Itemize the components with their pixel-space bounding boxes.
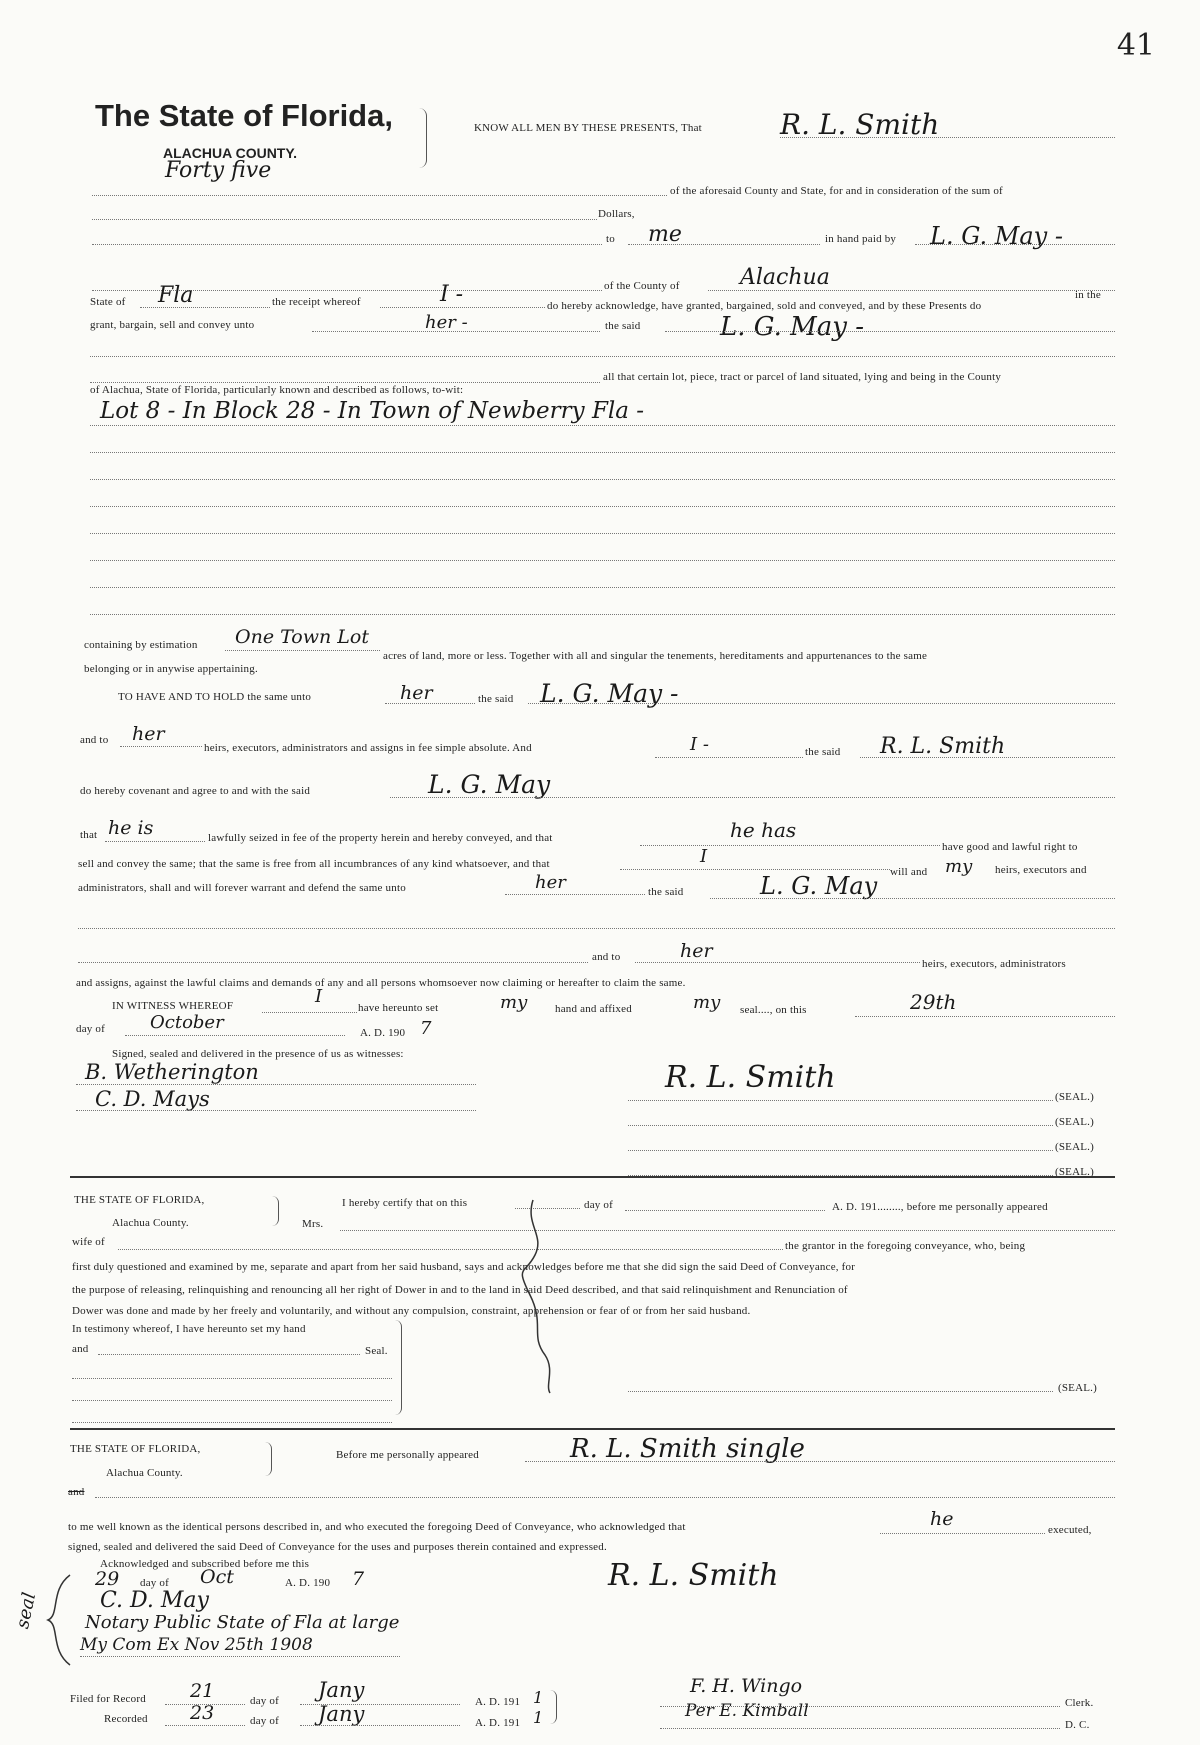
line [340, 1230, 1115, 1231]
filed-day-hw: 21 [190, 1680, 215, 1702]
line [628, 1125, 1053, 1126]
of-county-text: of the County of [604, 280, 680, 292]
section-divider [70, 1176, 1115, 1178]
and-to-text: and to [80, 734, 109, 746]
filed-ad: A. D. 191 [475, 1696, 521, 1708]
commission-hw: My Com Ex Nov 25th 1908 [80, 1635, 313, 1655]
rec-ad: A. D. 191 [475, 1717, 521, 1729]
line [90, 452, 1115, 453]
to-hw: me [648, 222, 682, 247]
receipt-text: the receipt whereof [272, 296, 361, 308]
sell-text: sell and convey the same; that the same is free from all incumbrances of any kind whatsoever, and that [78, 858, 550, 870]
clerk-text: Clerk. [1065, 1697, 1094, 1709]
rec-day-hw: 23 [190, 1702, 215, 1724]
dc-hw: Per E. Kimball [685, 1701, 809, 1721]
strike-squiggle [505, 1195, 565, 1395]
line [80, 1656, 400, 1657]
witness-hw: I [315, 986, 323, 1007]
ack-county: Alachua County. [106, 1467, 183, 1479]
dower-p3: Dower was done and made by her freely and voluntarily, and without any compulsion, constraint, apprehension or fear of or from her said husband. [72, 1305, 751, 1317]
ack-and-struck: and [68, 1486, 85, 1498]
line [660, 1728, 1060, 1729]
line [90, 587, 1115, 588]
will-and-text: will and [890, 866, 928, 878]
line [628, 1100, 1053, 1101]
aforesaid-text: of the aforesaid County and State, for and in consideration of the sum of [670, 185, 1003, 197]
dollars-text: Dollars, [598, 208, 635, 220]
signed-text: Signed, sealed and delivered in the presence of us as witnesses: [112, 1048, 404, 1060]
line [72, 1422, 392, 1423]
line [92, 219, 597, 220]
seal-4: (SEAL.) [1055, 1166, 1094, 1178]
covenant-text: do hereby covenant and agree to and with the said [80, 785, 311, 797]
seal-1: (SEAL.) [1055, 1091, 1094, 1103]
ack-day-hw: 29 [95, 1568, 120, 1590]
line [312, 331, 600, 332]
line [140, 307, 270, 308]
hand-hw: my [500, 992, 528, 1013]
covenant-hw: L. G. May [428, 770, 551, 799]
line [855, 1016, 1115, 1017]
line [665, 331, 1115, 332]
the-said-text: the said [605, 320, 641, 332]
ack-appeared-hw: R. L. Smith single [570, 1434, 805, 1464]
line [525, 1461, 1115, 1462]
heirs-exec2-text: heirs, executors, administrators [922, 958, 1066, 970]
ack-signature-hw: R. L. Smith [608, 1558, 779, 1593]
admin-name-hw: L. G. May [760, 872, 878, 900]
receipt-hw: I - [440, 282, 464, 307]
to-have-text: TO HAVE AND TO HOLD the same unto [118, 691, 312, 703]
will-hw: my [945, 856, 973, 877]
admin-hw: her [535, 872, 566, 893]
hand-affixed-text: hand and affixed [555, 1003, 632, 1015]
dower-day-of: day of [584, 1199, 613, 1211]
that-hw: he is [108, 817, 154, 839]
heirs-exec-text: heirs, executors and [995, 864, 1087, 876]
line [300, 1725, 460, 1726]
ack-before-me: Before me personally appeared [336, 1449, 479, 1461]
line [385, 703, 475, 704]
state-hw: Fla [158, 283, 194, 308]
recorded-text: Recorded [104, 1713, 148, 1725]
dower-testimony: In testimony whereof, I have hereunto set my hand [72, 1323, 306, 1335]
containing-text: containing by estimation [84, 639, 198, 651]
notary-title-hw: Notary Public State of Fla at large [85, 1612, 400, 1633]
line [120, 746, 202, 747]
ack-p1-hw: he [930, 1508, 954, 1530]
in-hand-paid-text: in hand paid by [825, 233, 897, 245]
ack-state: THE STATE OF FLORIDA, [70, 1443, 201, 1455]
line [90, 614, 1115, 615]
line [780, 137, 1115, 138]
and-hw: I - [690, 734, 709, 755]
ack-p2: signed, sealed and delivered the said Deed of Conveyance for the uses and purposes therein contained and expressed. [68, 1541, 607, 1553]
and-to2-text: and to [592, 951, 621, 963]
paid-by-hw: L. G. May - [930, 222, 1063, 250]
dower-county: Alachua County. [112, 1217, 189, 1229]
notary-seal-hw: seal [12, 1590, 41, 1631]
to-text: to [606, 233, 615, 245]
line [72, 1400, 392, 1401]
to-have-name-hw: L. G. May - [540, 679, 679, 708]
line [640, 845, 940, 846]
dower-mrs: Mrs. [302, 1218, 324, 1230]
line [915, 244, 1115, 245]
dower-p1: first duly questioned and examined by me, separate and apart from her said husband, says and acknowledges before me that she did sign the said Deed of Conveyance, for [72, 1261, 856, 1273]
seal-2: (SEAL.) [1055, 1116, 1094, 1128]
rec-day-of: day of [250, 1715, 279, 1727]
date-hw: 29th [910, 990, 957, 1014]
line [90, 506, 1115, 507]
all-that-text: all that certain lot, piece, tract or parcel of land situated, lying and being in the County [603, 371, 1002, 383]
line [72, 1378, 392, 1379]
seized-hw: he has [730, 818, 797, 842]
line [635, 962, 920, 963]
line [76, 1084, 476, 1085]
ad-text: A. D. 190 [360, 1027, 406, 1039]
line [105, 841, 205, 842]
line [90, 425, 1115, 426]
line [98, 1354, 360, 1355]
ack-executed: executed, [1048, 1524, 1092, 1536]
admin-text: administrators, shall and will forever warrant and defend the same unto [78, 882, 406, 894]
line [118, 1249, 783, 1250]
page-number: 41 [1116, 28, 1155, 63]
line [225, 650, 380, 651]
dower-bracket-2 [395, 1320, 402, 1415]
dower-certify: I hereby certify that on this [342, 1197, 468, 1209]
dower-wife-of: wife of [72, 1236, 105, 1248]
ack-acknowledged: Acknowledged and subscribed before me this [100, 1558, 310, 1570]
line [390, 797, 1115, 798]
dower-bracket [272, 1196, 279, 1226]
grant-hw: her - [425, 312, 468, 333]
ack-p1: to me well known as the identical persons described in, and who executed the foregoing Deed of Conveyance, who acknowledged that [68, 1521, 686, 1533]
description-hw: Lot 8 - In Block 28 - In Town of Newberry Fla - [100, 398, 645, 424]
line [505, 894, 645, 895]
dower-seal: (SEAL.) [1058, 1382, 1097, 1394]
ack-day-of: day of [140, 1577, 169, 1589]
the-said-3: the said [805, 746, 841, 758]
line [90, 479, 1115, 480]
know-all-text: KNOW ALL MEN BY THESE PRESENTS, That [474, 122, 702, 134]
year-hw: 7 [420, 1018, 432, 1039]
record-bracket [550, 1690, 557, 1724]
dower-and: and [72, 1343, 89, 1355]
consideration-hw: Forty five [165, 158, 272, 183]
county-title: ALACHUA COUNTY. [163, 145, 298, 161]
line [880, 1533, 1045, 1534]
the-said-4: the said [648, 886, 684, 898]
seal-hw: my [693, 992, 721, 1013]
heirs-text: heirs, executors, administrators and assigns in fee simple absolute. And [204, 742, 532, 754]
that-text: that [80, 829, 98, 841]
line [90, 356, 1115, 357]
assigns-text: and assigns, against the lawful claims and demands of any and all persons whomsoever now claiming or hereafter to claim the same. [76, 977, 686, 989]
section-divider-2 [70, 1428, 1115, 1430]
witness-whereof-text: IN WITNESS WHEREOF [112, 1000, 234, 1012]
line [78, 928, 1115, 929]
line [628, 1150, 1053, 1151]
witness2-hw: C. D. Mays [95, 1087, 210, 1111]
line [380, 307, 545, 308]
in-the-text: in the [1075, 289, 1101, 301]
the-said-2: the said [478, 693, 514, 705]
seal-3: (SEAL.) [1055, 1141, 1094, 1153]
filed-month-hw: Jany [318, 1678, 365, 1702]
grantee-hw: L. G. May - [720, 312, 865, 342]
line [628, 1391, 1053, 1392]
ack-bracket [265, 1442, 272, 1476]
line [76, 1110, 476, 1111]
line [708, 290, 1115, 291]
filed-day-of: day of [250, 1695, 279, 1707]
line [90, 560, 1115, 561]
filed-year-hw: 1 [533, 1688, 544, 1707]
belonging-text: belonging or in anywise appertaining. [84, 663, 258, 675]
described-text: of Alachua, State of Florida, particularly known and described as follows, to-wit: [90, 384, 464, 396]
line [655, 757, 803, 758]
estimation-hw: One Town Lot [235, 626, 369, 648]
seized-text: lawfully seized in fee of the property herein and hereby conveyed, and that [208, 832, 553, 844]
line [620, 869, 890, 870]
rec-year-hw: 1 [533, 1708, 544, 1727]
dc-text: D. C. [1065, 1719, 1090, 1731]
to-have-hw: her [400, 682, 433, 704]
dower-ad: A. D. 191........, before me personally appeared [832, 1201, 1048, 1213]
line [90, 533, 1115, 534]
grantor-name-hw: R. L. Smith [780, 108, 940, 141]
dower-grantor: the grantor in the foregoing conveyance, who, being [785, 1240, 1026, 1252]
line [710, 898, 1115, 899]
month-hw: October [150, 1012, 224, 1033]
dower-seal-word: Seal. [365, 1345, 388, 1357]
header-bracket [418, 108, 427, 168]
line [165, 1725, 245, 1726]
state-of-text: State of [90, 296, 126, 308]
notary-hw: C. D. May [100, 1588, 209, 1613]
grant-text: grant, bargain, sell and convey unto [90, 319, 255, 331]
state-title: The State of Florida, [95, 98, 393, 133]
ack-year-hw: 7 [352, 1568, 365, 1590]
notary-seal-bracket [40, 1570, 80, 1670]
ack-month-hw: Oct [200, 1566, 234, 1588]
and-to-hw: her [132, 723, 165, 745]
dower-state: THE STATE OF FLORIDA, [74, 1194, 205, 1206]
clerk-hw: F. H. Wingo [690, 1675, 803, 1697]
ack-ad: A. D. 190 [285, 1577, 331, 1589]
day-of-text: day of [76, 1023, 105, 1035]
line [92, 195, 667, 196]
line [95, 1497, 1115, 1498]
line [628, 244, 820, 245]
and-to2-hw: her [680, 940, 713, 962]
hereunto-text: have hereunto set [358, 1002, 439, 1014]
line [528, 703, 1115, 704]
rec-month-hw: Jany [318, 1702, 365, 1726]
have-right-text: have good and lawful right to [942, 841, 1078, 853]
sell-hw: I [700, 846, 708, 867]
county-hw: Alachua [740, 265, 830, 290]
grantor2-hw: R. L. Smith [880, 734, 1006, 759]
acknowledge-text: do hereby acknowledge, have granted, bargained, sold and conveyed, and by these Presents do [547, 300, 982, 312]
line [78, 962, 588, 963]
filed-text: Filed for Record [70, 1693, 146, 1705]
line [125, 1035, 345, 1036]
line [262, 1012, 357, 1013]
signature-hw: R. L. Smith [665, 1060, 836, 1095]
seal-on-this-text: seal...., on this [740, 1004, 807, 1016]
witness1-hw: B. Wetherington [85, 1060, 259, 1084]
line [90, 382, 600, 383]
line [860, 757, 1115, 758]
dower-p2: the purpose of releasing, relinquishing and renouncing all her right of Dower in and to the land in said Deed described, and that said relinquishment and Renunciation of [72, 1284, 848, 1296]
line [625, 1210, 825, 1211]
acres-text: acres of land, more or less. Together with all and singular the tenements, hereditaments and appurtenances to the same [383, 650, 928, 662]
line [92, 244, 602, 245]
